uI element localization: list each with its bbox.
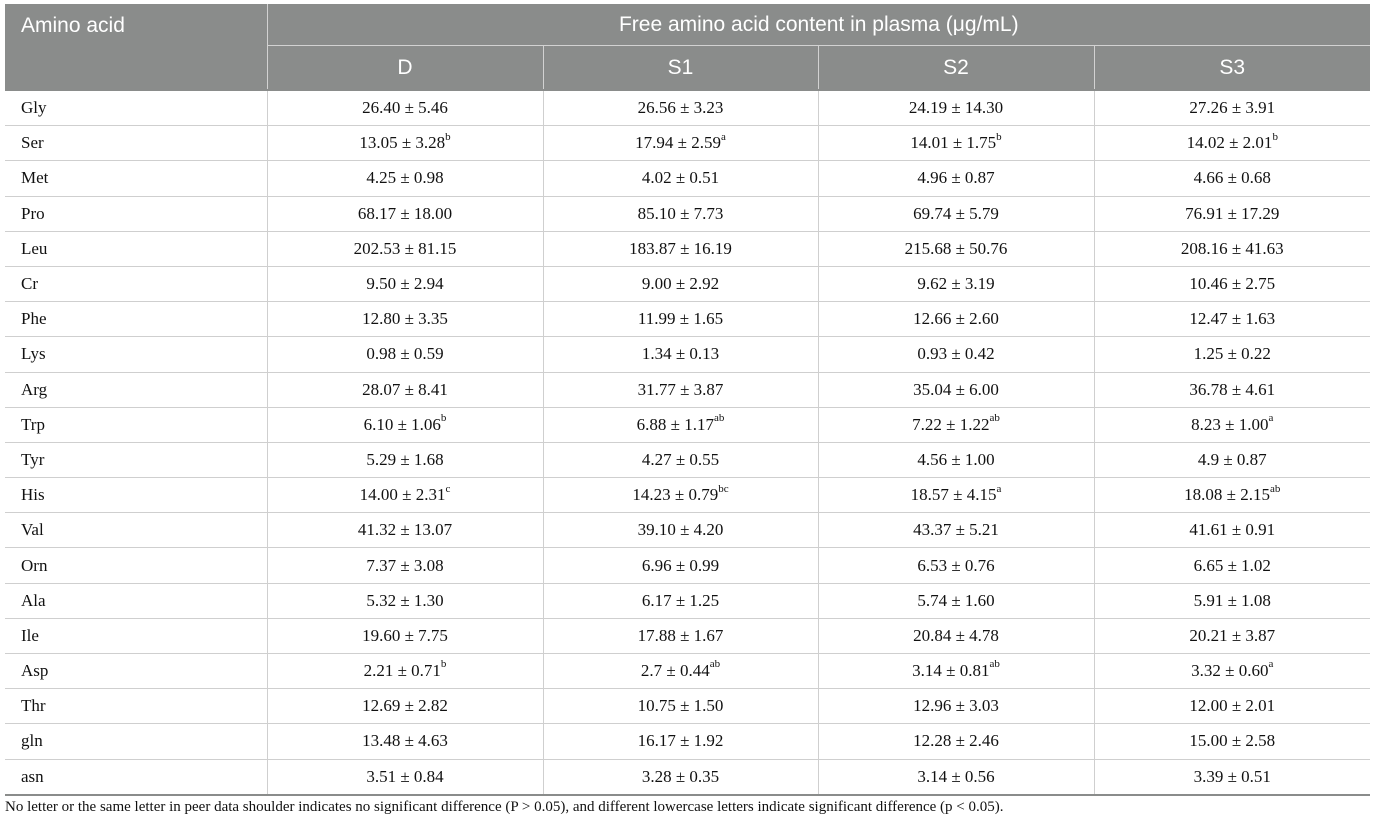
mean-sd-value: 4.25 ± 0.98: [366, 168, 444, 188]
value-cell: [1094, 689, 1370, 724]
table-row: [5, 372, 1370, 407]
amino-acid-name: Ala: [5, 583, 267, 618]
mean-sd-value: 35.04 ± 6.00: [913, 379, 999, 399]
mean-sd-value: 12.00 ± 2.01: [1189, 696, 1276, 716]
mean-sd-value: 215.68 ± 50.76: [904, 238, 1008, 258]
value-cell: [543, 231, 818, 266]
significance-letter: ab: [989, 658, 1000, 671]
mean-sd-value: 18.57 ± 4.15: [910, 485, 997, 505]
value-cell: [1094, 266, 1370, 301]
significance-letter: ab: [713, 412, 725, 425]
significance-letter: b: [440, 658, 447, 671]
group-header: Free amino acid content in plasma (μg/mL): [267, 4, 1370, 46]
value-cell: [267, 337, 543, 372]
table-row: [5, 759, 1370, 795]
significance-letter: ab: [709, 658, 721, 671]
value-cell: [267, 126, 543, 161]
mean-sd-value: 36.78 ± 4.61: [1189, 379, 1276, 399]
mean-sd-value: 9.50 ± 2.94: [366, 274, 444, 294]
value-cell: [818, 513, 1094, 548]
value-cell: [543, 618, 818, 653]
value-cell: [267, 90, 543, 126]
amino-acid-table: [5, 4, 1370, 796]
table-row: [5, 302, 1370, 337]
value-cell: [543, 337, 818, 372]
mean-sd-value: 14.02 ± 2.01: [1186, 133, 1273, 153]
mean-sd-value: 13.48 ± 4.63: [362, 731, 448, 751]
value-cell: [543, 372, 818, 407]
mean-sd-value: 6.17 ± 1.25: [641, 590, 720, 610]
value-cell: [818, 231, 1094, 266]
significance-letter: b: [1272, 130, 1278, 143]
value-cell: [818, 372, 1094, 407]
value-cell: [267, 548, 543, 583]
value-cell: [818, 654, 1094, 689]
table-row: [5, 689, 1370, 724]
table-row: [5, 126, 1370, 161]
mean-sd-value: 12.69 ± 2.82: [362, 696, 448, 716]
table-row: [5, 654, 1370, 689]
table-row: [5, 724, 1370, 759]
amino-acid-name: Arg: [5, 372, 267, 407]
amino-acid-name: Asp: [5, 654, 267, 689]
mean-sd-value: 3.39 ± 0.51: [1193, 766, 1271, 786]
mean-sd-value: 3.32 ± 0.60: [1191, 661, 1269, 681]
mean-sd-value: 27.26 ± 3.91: [1189, 98, 1276, 118]
mean-sd-value: 4.9 ± 0.87: [1197, 449, 1267, 469]
value-cell: [267, 583, 543, 618]
table-row: [5, 266, 1370, 301]
table-row: [5, 407, 1370, 442]
significance-letter: b: [445, 130, 451, 143]
mean-sd-value: 6.96 ± 0.99: [641, 555, 720, 575]
significance-letter: ab: [989, 412, 1000, 425]
mean-sd-value: 4.02 ± 0.51: [641, 168, 720, 188]
value-cell: [1094, 161, 1370, 196]
value-cell: [1094, 548, 1370, 583]
value-cell: [1094, 337, 1370, 372]
mean-sd-value: 19.60 ± 7.75: [362, 625, 448, 645]
mean-sd-value: 41.32 ± 13.07: [357, 520, 453, 540]
value-cell: [818, 583, 1094, 618]
mean-sd-value: 8.23 ± 1.00: [1191, 414, 1269, 434]
value-cell: [1094, 654, 1370, 689]
amino-acid-name: gln: [5, 724, 267, 759]
value-cell: [543, 759, 818, 795]
value-cell: [818, 337, 1094, 372]
value-cell: [267, 161, 543, 196]
table-row: [5, 618, 1370, 653]
mean-sd-value: 2.21 ± 0.71: [363, 661, 441, 681]
value-cell: [543, 266, 818, 301]
mean-sd-value: 183.87 ± 16.19: [629, 238, 732, 258]
value-cell: [543, 90, 818, 126]
value-cell: [1094, 372, 1370, 407]
value-cell: [267, 231, 543, 266]
mean-sd-value: 17.94 ± 2.59: [635, 133, 721, 153]
value-cell: [267, 759, 543, 795]
value-cell: [818, 759, 1094, 795]
mean-sd-value: 202.53 ± 81.15: [353, 238, 457, 258]
value-cell: [818, 161, 1094, 196]
mean-sd-value: 12.80 ± 3.35: [362, 309, 448, 329]
mean-sd-value: 20.84 ± 4.78: [913, 625, 999, 645]
mean-sd-value: 5.32 ± 1.30: [366, 590, 444, 610]
mean-sd-value: 2.7 ± 0.44: [640, 661, 710, 681]
value-cell: [543, 689, 818, 724]
mean-sd-value: 6.53 ± 0.76: [917, 555, 995, 575]
value-cell: [818, 266, 1094, 301]
value-cell: [267, 689, 543, 724]
mean-sd-value: 4.27 ± 0.55: [641, 449, 720, 469]
significance-letter: a: [720, 130, 726, 143]
mean-sd-value: 4.56 ± 1.00: [917, 449, 995, 469]
value-cell: [1094, 90, 1370, 126]
value-cell: [818, 689, 1094, 724]
value-cell: [818, 478, 1094, 513]
value-cell: [1094, 196, 1370, 231]
mean-sd-value: 41.61 ± 0.91: [1189, 520, 1276, 540]
mean-sd-value: 9.00 ± 2.92: [641, 274, 720, 294]
value-cell: [543, 654, 818, 689]
value-cell: [543, 442, 818, 477]
amino-acid-table-container: [5, 4, 1370, 796]
mean-sd-value: 7.37 ± 3.08: [366, 555, 444, 575]
table-row: [5, 231, 1370, 266]
value-cell: [818, 126, 1094, 161]
value-cell: [543, 196, 818, 231]
column-header-s2: S2: [818, 46, 1094, 91]
value-cell: [543, 583, 818, 618]
value-cell: [1094, 724, 1370, 759]
table-row: [5, 442, 1370, 477]
mean-sd-value: 17.88 ± 1.67: [637, 625, 724, 645]
amino-acid-name: Phe: [5, 302, 267, 337]
mean-sd-value: 5.74 ± 1.60: [917, 590, 995, 610]
value-cell: [267, 654, 543, 689]
significance-letter: a: [1268, 412, 1274, 425]
amino-acid-name: Ile: [5, 618, 267, 653]
amino-acid-name: Met: [5, 161, 267, 196]
value-cell: [267, 724, 543, 759]
mean-sd-value: 28.07 ± 8.41: [362, 379, 448, 399]
mean-sd-value: 24.19 ± 14.30: [908, 98, 1004, 118]
amino-acid-name: His: [5, 478, 267, 513]
mean-sd-value: 4.96 ± 0.87: [917, 168, 995, 188]
mean-sd-value: 12.28 ± 2.46: [913, 731, 999, 751]
value-cell: [543, 126, 818, 161]
mean-sd-value: 3.51 ± 0.84: [366, 766, 444, 786]
amino-acid-name: Tyr: [5, 442, 267, 477]
value-cell: [818, 407, 1094, 442]
mean-sd-value: 85.10 ± 7.73: [637, 203, 724, 223]
value-cell: [818, 196, 1094, 231]
value-cell: [1094, 442, 1370, 477]
amino-acid-name: Gly: [5, 90, 267, 126]
table-footnote: No letter or the same letter in peer data shoulder indicates no significant difference (P > 0.05), and different lowercase letters indicate significant difference (p < 0.05).: [5, 799, 1004, 815]
mean-sd-value: 7.22 ± 1.22: [912, 414, 990, 434]
mean-sd-value: 39.10 ± 4.20: [637, 520, 724, 540]
mean-sd-value: 9.62 ± 3.19: [917, 274, 995, 294]
value-cell: [267, 407, 543, 442]
mean-sd-value: 18.08 ± 2.15: [1184, 485, 1270, 505]
mean-sd-value: 14.00 ± 2.31: [359, 485, 446, 505]
table-row: [5, 583, 1370, 618]
value-cell: [818, 442, 1094, 477]
value-cell: [1094, 302, 1370, 337]
mean-sd-value: 0.98 ± 0.59: [366, 344, 444, 364]
value-cell: [543, 513, 818, 548]
mean-sd-value: 208.16 ± 41.63: [1180, 238, 1284, 258]
mean-sd-value: 15.00 ± 2.58: [1189, 731, 1276, 751]
amino-acid-name: Trp: [5, 407, 267, 442]
value-cell: [818, 90, 1094, 126]
mean-sd-value: 14.01 ± 1.75: [910, 133, 997, 153]
value-cell: [1094, 478, 1370, 513]
mean-sd-value: 26.40 ± 5.46: [362, 98, 448, 118]
mean-sd-value: 12.96 ± 3.03: [913, 696, 999, 716]
mean-sd-value: 69.74 ± 5.79: [913, 203, 999, 223]
mean-sd-value: 5.91 ± 1.08: [1193, 590, 1271, 610]
mean-sd-value: 6.65 ± 1.02: [1193, 555, 1271, 575]
significance-letter: c: [445, 482, 451, 495]
table-row: [5, 513, 1370, 548]
table-header: [5, 4, 1370, 90]
mean-sd-value: 13.05 ± 3.28: [359, 133, 446, 153]
column-header-s1: S1: [543, 46, 818, 91]
mean-sd-value: 10.46 ± 2.75: [1189, 274, 1276, 294]
value-cell: [1094, 583, 1370, 618]
value-cell: [543, 478, 818, 513]
column-header-s3: S3: [1094, 46, 1370, 91]
value-cell: [267, 196, 543, 231]
value-cell: [543, 724, 818, 759]
amino-acid-name: Ser: [5, 126, 267, 161]
mean-sd-value: 3.14 ± 0.56: [917, 766, 995, 786]
value-cell: [267, 372, 543, 407]
mean-sd-value: 1.25 ± 0.22: [1193, 344, 1271, 364]
significance-letter: b: [440, 412, 447, 425]
mean-sd-value: 1.34 ± 0.13: [641, 344, 720, 364]
mean-sd-value: 68.17 ± 18.00: [357, 203, 453, 223]
amino-acid-name: Lys: [5, 337, 267, 372]
value-cell: [267, 442, 543, 477]
value-cell: [543, 302, 818, 337]
table-row: [5, 90, 1370, 126]
significance-letter: a: [996, 482, 1002, 495]
table-row: [5, 478, 1370, 513]
mean-sd-value: 12.47 ± 1.63: [1189, 309, 1276, 329]
table-row: [5, 337, 1370, 372]
value-cell: [1094, 759, 1370, 795]
value-cell: [543, 407, 818, 442]
significance-letter: bc: [718, 482, 729, 495]
value-cell: [267, 302, 543, 337]
value-cell: [543, 161, 818, 196]
mean-sd-value: 12.66 ± 2.60: [913, 309, 999, 329]
amino-acid-name: Val: [5, 513, 267, 548]
mean-sd-value: 31.77 ± 3.87: [637, 379, 724, 399]
mean-sd-value: 5.29 ± 1.68: [366, 449, 444, 469]
table-row: [5, 161, 1370, 196]
table-row: [5, 196, 1370, 231]
value-cell: [1094, 513, 1370, 548]
mean-sd-value: 76.91 ± 17.29: [1185, 203, 1280, 223]
value-cell: [1094, 126, 1370, 161]
mean-sd-value: 26.56 ± 3.23: [637, 98, 724, 118]
table-body: [5, 90, 1370, 795]
amino-acid-name: Thr: [5, 689, 267, 724]
table-row: [5, 548, 1370, 583]
amino-acid-name: Pro: [5, 196, 267, 231]
mean-sd-value: 4.66 ± 0.68: [1193, 168, 1271, 188]
value-cell: [818, 302, 1094, 337]
amino-acid-name: Orn: [5, 548, 267, 583]
mean-sd-value: 14.23 ± 0.79: [632, 485, 719, 505]
mean-sd-value: 10.75 ± 1.50: [637, 696, 724, 716]
amino-acid-name: Leu: [5, 231, 267, 266]
significance-letter: ab: [1270, 482, 1281, 495]
value-cell: [1094, 618, 1370, 653]
value-cell: [267, 618, 543, 653]
mean-sd-value: 0.93 ± 0.42: [917, 344, 995, 364]
value-cell: [1094, 231, 1370, 266]
mean-sd-value: 3.28 ± 0.35: [641, 766, 720, 786]
value-cell: [267, 478, 543, 513]
amino-acid-name: Cr: [5, 266, 267, 301]
significance-letter: a: [1268, 658, 1274, 671]
amino-acid-name: asn: [5, 759, 267, 795]
mean-sd-value: 11.99 ± 1.65: [637, 309, 724, 329]
mean-sd-value: 43.37 ± 5.21: [913, 520, 999, 540]
mean-sd-value: 6.10 ± 1.06: [363, 414, 441, 434]
value-cell: [267, 513, 543, 548]
row-header-amino-acid: Amino acid: [5, 4, 267, 90]
mean-sd-value: 3.14 ± 0.81: [912, 661, 990, 681]
value-cell: [818, 618, 1094, 653]
value-cell: [818, 724, 1094, 759]
significance-letter: b: [996, 130, 1002, 143]
mean-sd-value: 20.21 ± 3.87: [1189, 625, 1276, 645]
mean-sd-value: 16.17 ± 1.92: [637, 731, 724, 751]
value-cell: [543, 548, 818, 583]
value-cell: [818, 548, 1094, 583]
column-header-d: D: [267, 46, 543, 91]
mean-sd-value: 6.88 ± 1.17: [636, 414, 714, 434]
value-cell: [1094, 407, 1370, 442]
value-cell: [267, 266, 543, 301]
